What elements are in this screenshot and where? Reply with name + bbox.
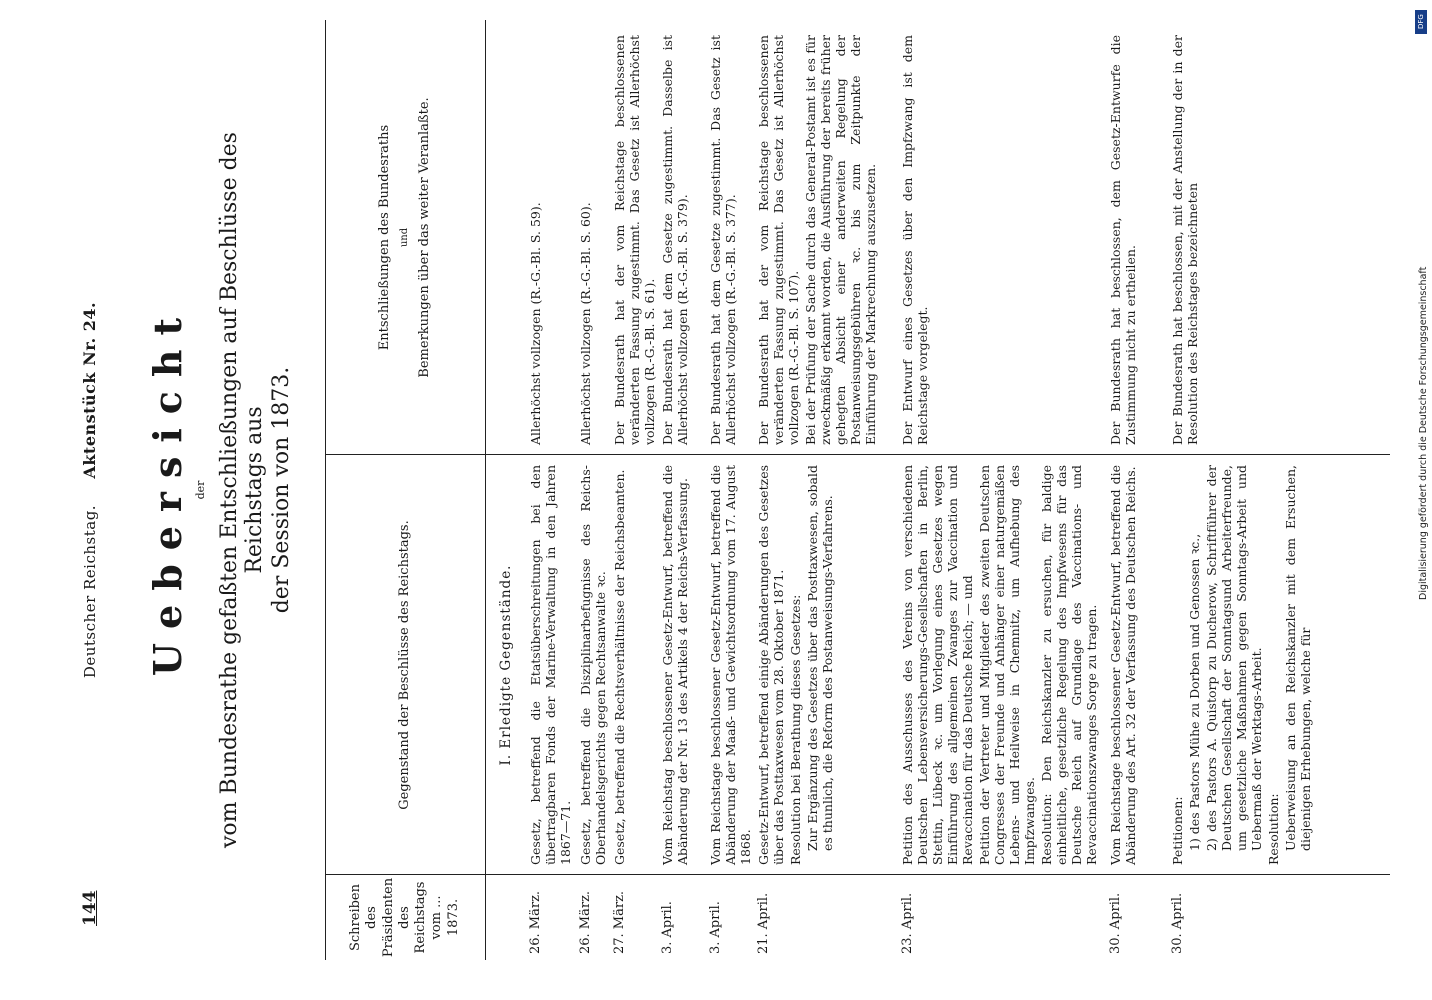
dfg-logo: DFG (1415, 10, 1427, 34)
title-line-1: vom Bundesrathe gefaßten Entschließungen auf Beschlüsse des Reichstags aus (217, 132, 267, 848)
table-header-rule (485, 20, 486, 960)
row-resolution: Allerhöchst vollzogen (R.-G.-Bl. S. 60). (578, 202, 593, 445)
document-title: Uebersicht (145, 303, 190, 677)
title-der: der (194, 480, 207, 500)
row-subject: Vom Reichstage beschlossener Gesetz-Entwurf, betreffend die Abänderung der Maaß- und Gewichtsordnung vom 17. August 1868. (708, 465, 753, 865)
running-head (80, 20, 99, 960)
row-date: 27. März. (612, 890, 627, 954)
row-resolution: Der Bundesrath hat beschlossen, dem Gesetz-Entwurfe die Zustimmung nicht zu ertheilen. (1108, 35, 1138, 445)
row-subject: Gesetz-Entwurf, betreffend einige Abänderungen des Gesetzes über das Posttaxwesen vom 28. Oktober 1871. Resolution bei Berathung dieses Gesetzes: Zur Ergänzung des Gesetzes über das Posttaxwesen, sobald es thunlich, die Reform des Postanweisungs-Verfahrens. (756, 465, 835, 865)
row-date: 26. März. (578, 890, 593, 954)
row-resolution: Der Bundesrath hat dem Gesetze zugestimmt. Das Gesetz ist Allerhöchst vollzogen (R.-G.-Bl. S. 377). (708, 35, 738, 445)
running-header (80, 20, 104, 960)
row-subject: Gesetz, betreffend die Disziplinarbefugnisse des Reichs-Oberhandelsgerichts gegen Rechtsanwalte ꝛc. (578, 465, 608, 865)
header-subject-column: Gegenstand der Beschlüsse des Reichstags. (396, 520, 412, 810)
row-resolution: Der Entwurf eines Gesetzes über den Impfzwang ist dem Reichstage vorgelegt. (900, 35, 930, 445)
row-resolution: Allerhöchst vollzogen (R.-G.-Bl. S. 59). (528, 202, 543, 445)
row-subject: Gesetz, betreffend die Etatsüberschreitungen bei den übertragbaren Fonds der Marine-Verwaltung in den Jahren 1867—71. (528, 465, 573, 865)
row-subject: Petition des Ausschusses des Vereins von verschiedenen Deutschen Lebensversicherungs-Gesellschaften in Berlin, Stettin, Lübeck ꝛc. um Vorlegung eines Gesetzes wegen Einführung des allgemeinen Zwanges zur Vaccination und Revaccination für das Deutsche Reich; — und Petition der Vertreter und Mitglieder des zweiten Deutschen Congresses der Freunde und Anhänger einer naturgemäßen Lebens- und Heilweise in Chemnitz, um Aufhebung des Impfzwanges. Resolution: Den Reichskanzler zu ersuchen, für baldige einheitliche, gesetzliche Regelung des Impfwesens für das Deutsche Reich auf Grundlage des Vaccinations- und Revaccinationszwanges Sorge zu tragen. (900, 465, 1099, 865)
row-subject: Vom Reichstage beschlossener Gesetz-Entwurf, betreffend die Abänderung des Art. 32 der Verfassung des Deutschen Reichs. (1108, 465, 1138, 865)
row-date: 23. April. (900, 892, 915, 954)
title-block (145, 100, 294, 880)
row-date: 26. März. (528, 890, 543, 954)
row-resolution: Der Bundesrath hat der vom Reichstage beschlossenen veränderten Fassung zugestimmt. Das Gesetz ist Allerhöchst vollzogen (R.-G.-Bl. S. 61). (612, 35, 657, 445)
document-page (40, 20, 1430, 960)
title-line-2: der Session von 1873. (269, 366, 294, 614)
row-subject: Petitionen: 1) des Pastors Mühe zu Dorben und Genossen ꝛc., 2) des Pastors A. Quistorp zu Ducherow, Schriftführer der Deutschen Gesellschaft der Sonntagsund Arbeiterfreunde, um gesetzliche Maßnahmen gegen Sonntags-Arbeit und Uebermaß der Werktags-Arbeit. Resolution: Ueberweisung an den Reichskanzler mit dem Ersuchen, diejenigen Erhebungen, welche für (1170, 465, 1313, 865)
section-title: I. Erledigte Gegenstände. (498, 564, 514, 766)
table-top-rule (325, 20, 326, 960)
header-date-column: Schreiben des Präsidenten des Reichstags vom ... 1873. (348, 877, 461, 958)
row-date: 3. April. (708, 901, 723, 954)
row-resolution: Der Bundesrath hat beschlossen, mit der Anstellung der in der Resolution des Reichstages bezeichneten (1170, 35, 1200, 445)
running-head-left: Deutscher Reichstag. (81, 504, 99, 679)
header-resolution-column (335, 20, 475, 455)
row-subject: Gesetz, betreffend die Rechtsverhältnisse der Reichsbeamten. (612, 469, 627, 865)
row-date: 21. April. (756, 892, 771, 954)
row-resolution: Der Bundesrath hat der vom Reichstage beschlossenen veränderten Fassung zugestimmt. Das Gesetz ist Allerhöchst vollzogen (R.-G.-Bl. S. 107). Bei der Prüfung der Sache durch das General-Postamt ist es für zweckmäßig erkannt worden, die Ausführung der bereits früher gehegten Absicht einer anderweiten Regelung der Postanweisungsgebühren ꝛc. bis zum Zeitpunkte der Einführung der Markrechnung auszusetzen. (756, 35, 878, 445)
page-number: 144 (80, 890, 100, 926)
header-resolution-und: und (398, 227, 410, 248)
row-resolution: Der Bundesrath hat dem Gesetze zugestimmt. Dasselbe ist Allerhöchst vollzogen (R.-G.-Bl. S. 379). (660, 35, 690, 445)
header-resolution-top: Entschließungen des Bundesraths (376, 124, 392, 351)
row-subject: Vom Reichstag beschlossener Gesetz-Entwurf, betreffend die Abänderung der Nr. 13 des Artikels 4 der Reichs-Verfassung. (660, 465, 690, 865)
digitization-credit: Digitalisierung gefördert durch die Deutsche Forschungsgemeinschaft (1418, 266, 1429, 600)
row-date: 30. April. (1170, 892, 1185, 954)
row-date: 3. April. (660, 901, 675, 954)
row-date: 30. April. (1108, 892, 1123, 954)
header-resolution-bottom: Bemerkungen über das weiter Veranlaßte. (417, 97, 433, 378)
running-head-right: Aktenstück Nr. 24. (80, 301, 99, 479)
